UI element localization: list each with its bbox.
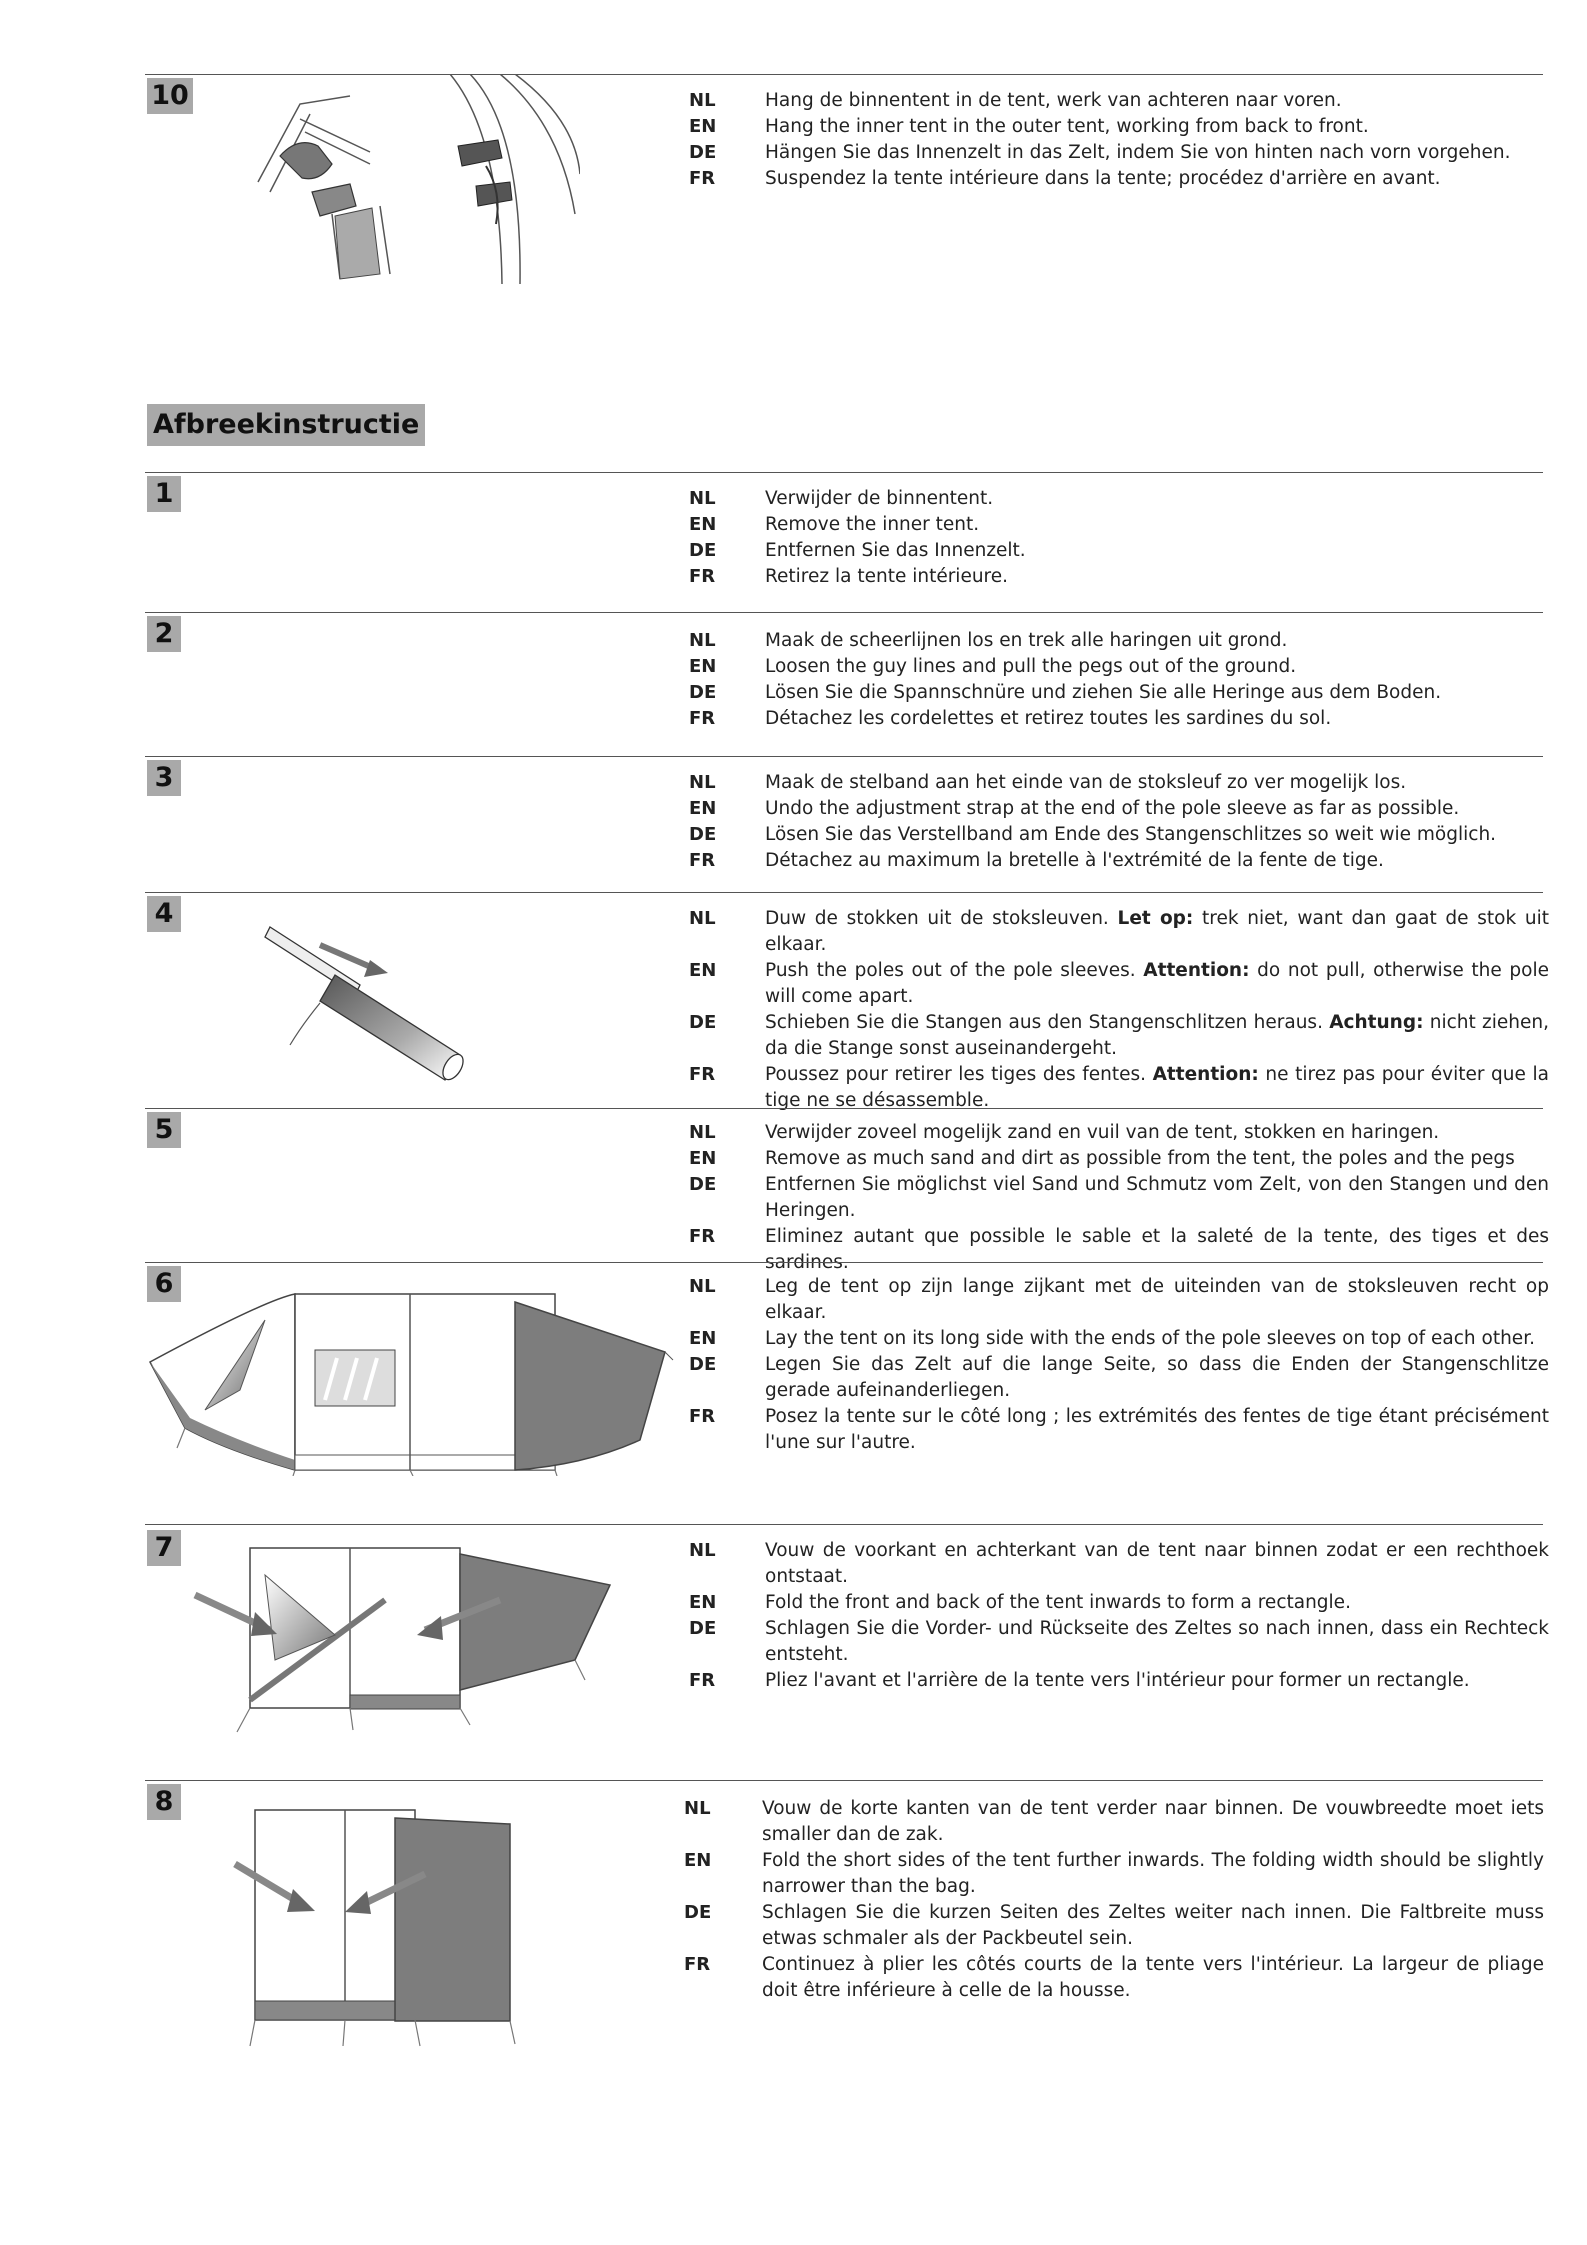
instruction-text <box>765 906 1549 958</box>
section-heading: Afbreekinstructie <box>147 404 425 446</box>
text-part: nicht ziehen, da die Stange sonst auseinandergeht. <box>765 1012 1549 1059</box>
step-number: 8 <box>147 1784 181 1820</box>
lang-code: FR <box>689 1406 716 1427</box>
warning-label: Attention: <box>1143 960 1250 981</box>
instruction-text <box>765 958 1549 1010</box>
divider <box>145 1262 1543 1263</box>
lang-code: DE <box>689 1618 717 1639</box>
lang-code: NL <box>689 908 716 929</box>
instruction-text: Continuez à plier les côtés courts de la tente vers l'intérieur. La largeur de pliage doit être inférieure à celle de la housse. <box>762 1954 1544 2001</box>
lang-code: NL <box>689 488 716 509</box>
instruction-text: Lösen Sie die Spannschnüre und ziehen Sie alle Heringe aus dem Boden. <box>765 682 1442 703</box>
instruction-text: Schlagen Sie die kurzen Seiten des Zeltes weiter nach innen. Die Faltbreite muss etwas schmaler als der Packbeutel sein. <box>762 1902 1544 1949</box>
warning-label: Achtung: <box>1329 1012 1424 1033</box>
step-number: 1 <box>147 476 181 512</box>
step-number: 5 <box>147 1112 181 1148</box>
text-part: Schieben Sie die Stangen aus den Stangenschlitzen heraus. <box>765 1012 1330 1033</box>
lang-code: DE <box>689 540 717 561</box>
step-text <box>689 628 1549 732</box>
step-text <box>689 906 1549 1114</box>
instruction-text: Lay the tent on its long side with the ends of the pole sleeves on top of each other. <box>765 1328 1535 1349</box>
divider <box>145 892 1543 893</box>
lang-code: DE <box>689 1174 717 1195</box>
divider <box>145 1524 1543 1525</box>
lang-code: DE <box>689 142 717 163</box>
instruction-text: Remove the inner tent. <box>765 514 980 535</box>
text-part: ne tirez pas pour éviter que la tige ne se désassemble. <box>765 1064 1549 1111</box>
text-part: Poussez pour retirer les tiges des fentes. <box>765 1064 1153 1085</box>
instruction-text: Détachez les cordelettes et retirez toutes les sardines du sol. <box>765 708 1332 729</box>
instruction-text: Pliez l'avant et l'arrière de la tente vers l'intérieur pour former un rectangle. <box>765 1670 1470 1691</box>
divider <box>145 756 1543 757</box>
warning-label: Let op: <box>1117 908 1194 929</box>
instruction-text: Undo the adjustment strap at the end of the pole sleeve as far as possible. <box>765 798 1460 819</box>
step-text <box>689 1538 1549 1694</box>
step-text <box>689 1274 1549 1456</box>
lang-code: NL <box>684 1798 711 1819</box>
instruction-text: Fold the front and back of the tent inwards to form a rectangle. <box>765 1592 1351 1613</box>
instruction-text: Suspendez la tente intérieure dans la tente; procédez d'arrière en avant. <box>765 168 1441 189</box>
tent-fold-rectangle-illustration <box>185 1540 625 1740</box>
lang-code: EN <box>684 1850 712 1871</box>
warning-label: Attention: <box>1152 1064 1259 1085</box>
instruction-text: Détachez au maximum la bretelle à l'extrémité de la fente de tige. <box>765 850 1384 871</box>
lang-code: NL <box>689 90 716 111</box>
instruction-text: Entfernen Sie das Innenzelt. <box>765 540 1026 561</box>
lang-code: NL <box>689 1122 716 1143</box>
lang-code: FR <box>684 1954 711 1975</box>
instruction-text: Maak de scheerlijnen los en trek alle haringen uit grond. <box>765 630 1288 651</box>
instruction-text: Hang de binnentent in de tent, werk van achteren naar voren. <box>765 90 1342 111</box>
lang-code: EN <box>689 1148 717 1169</box>
instruction-text: Verwijder de binnentent. <box>765 488 994 509</box>
instruction-text: Leg de tent op zijn lange zijkant met de uiteinden van de stoksleuven recht op elkaar. <box>765 1276 1549 1323</box>
step-number: 7 <box>147 1530 181 1566</box>
instruction-text: Lösen Sie das Verstellband am Ende des Stangenschlitzes so weit wie möglich. <box>765 824 1497 845</box>
divider <box>145 612 1543 613</box>
lang-code: FR <box>689 1670 716 1691</box>
step-number: 3 <box>147 760 181 796</box>
instruction-text: Vouw de korte kanten van de tent verder naar binnen. De vouwbreedte moet iets smaller dan de zak. <box>762 1798 1544 1845</box>
instruction-text: Retirez la tente intérieure. <box>765 566 1009 587</box>
lang-code: DE <box>689 1354 717 1375</box>
instruction-text: Posez la tente sur le côté long ; les extrémités des fentes de tige étant précisément l'une sur l'autre. <box>765 1406 1549 1453</box>
instruction-text: Legen Sie das Zelt auf die lange Seite, so dass die Enden der Stangenschlitze gerade aufeinanderliegen. <box>765 1354 1549 1401</box>
tent-fold-width-illustration <box>225 1796 545 2056</box>
instruction-text: Maak de stelband aan het einde van de stoksleuf zo ver mogelijk los. <box>765 772 1407 793</box>
instruction-text: Verwijder zoveel mogelijk zand en vuil van de tent, stokken en haringen. <box>765 1122 1440 1143</box>
lang-code: NL <box>689 1540 716 1561</box>
step-text <box>689 486 1549 590</box>
lang-code: EN <box>689 960 717 981</box>
buckle-illustration <box>240 74 580 286</box>
step-text <box>689 770 1549 874</box>
text-part: trek niet, want dan gaat de stok uit elkaar. <box>765 908 1549 955</box>
lang-code: FR <box>689 168 716 189</box>
lang-code: EN <box>689 116 717 137</box>
lang-code: FR <box>689 1226 716 1247</box>
lang-code: FR <box>689 708 716 729</box>
lang-code: DE <box>689 824 717 845</box>
divider <box>145 472 1543 473</box>
lang-code: NL <box>689 772 716 793</box>
step-text <box>684 1796 1544 2004</box>
step-text <box>689 1120 1549 1276</box>
instruction-text: Loosen the guy lines and pull the pegs out of the ground. <box>765 656 1297 677</box>
lang-code: FR <box>689 1064 716 1085</box>
step-number: 4 <box>147 896 181 932</box>
instruction-text <box>765 1010 1549 1062</box>
instruction-text: Entfernen Sie möglichst viel Sand und Schmutz vom Zelt, von den Stangen und den Heringen. <box>765 1174 1549 1221</box>
lang-code: FR <box>689 566 716 587</box>
lang-code: DE <box>689 1012 717 1033</box>
step-number: 6 <box>147 1266 181 1302</box>
instruction-text: Remove as much sand and dirt as possible from the tent, the poles and the pegs <box>765 1148 1515 1169</box>
step-number: 2 <box>147 616 181 652</box>
instruction-text: Hängen Sie das Innenzelt in das Zelt, indem Sie von hinten nach vorn vorgehen. <box>765 142 1511 163</box>
pole-sleeve-illustration <box>260 915 480 1095</box>
text-part: do not pull, otherwise the pole will come apart. <box>765 960 1549 1007</box>
text-part: Push the poles out of the pole sleeves. <box>765 960 1144 981</box>
tent-side-illustration <box>145 1280 675 1476</box>
lang-code: NL <box>689 1276 716 1297</box>
instruction-text: Fold the short sides of the tent further inwards. The folding width should be slightly narrower than the bag. <box>762 1850 1544 1897</box>
lang-code: EN <box>689 798 717 819</box>
lang-code: EN <box>689 1592 717 1613</box>
text-part: Duw de stokken uit de stoksleuven. <box>765 908 1118 929</box>
lang-code: DE <box>684 1902 712 1923</box>
step-number: 10 <box>147 78 193 114</box>
instruction-text: Vouw de voorkant en achterkant van de tent naar binnen zodat er een rechthoek ontstaat. <box>765 1540 1549 1587</box>
step-text <box>689 88 1549 192</box>
instruction-text: Eliminez autant que possible le sable et la saleté de la tente, des tiges et des sardines. <box>765 1226 1549 1273</box>
lang-code: NL <box>689 630 716 651</box>
instruction-text: Hang the inner tent in the outer tent, working from back to front. <box>765 116 1369 137</box>
divider <box>145 1108 1543 1109</box>
divider <box>145 1780 1543 1781</box>
lang-code: EN <box>689 656 717 677</box>
instruction-text <box>765 1062 1549 1114</box>
lang-code: DE <box>689 682 717 703</box>
lang-code: EN <box>689 514 717 535</box>
instruction-text: Schlagen Sie die Vorder- und Rückseite des Zeltes so nach innen, dass ein Rechteck entsteht. <box>765 1618 1549 1665</box>
lang-code: EN <box>689 1328 717 1349</box>
lang-code: FR <box>689 850 716 871</box>
